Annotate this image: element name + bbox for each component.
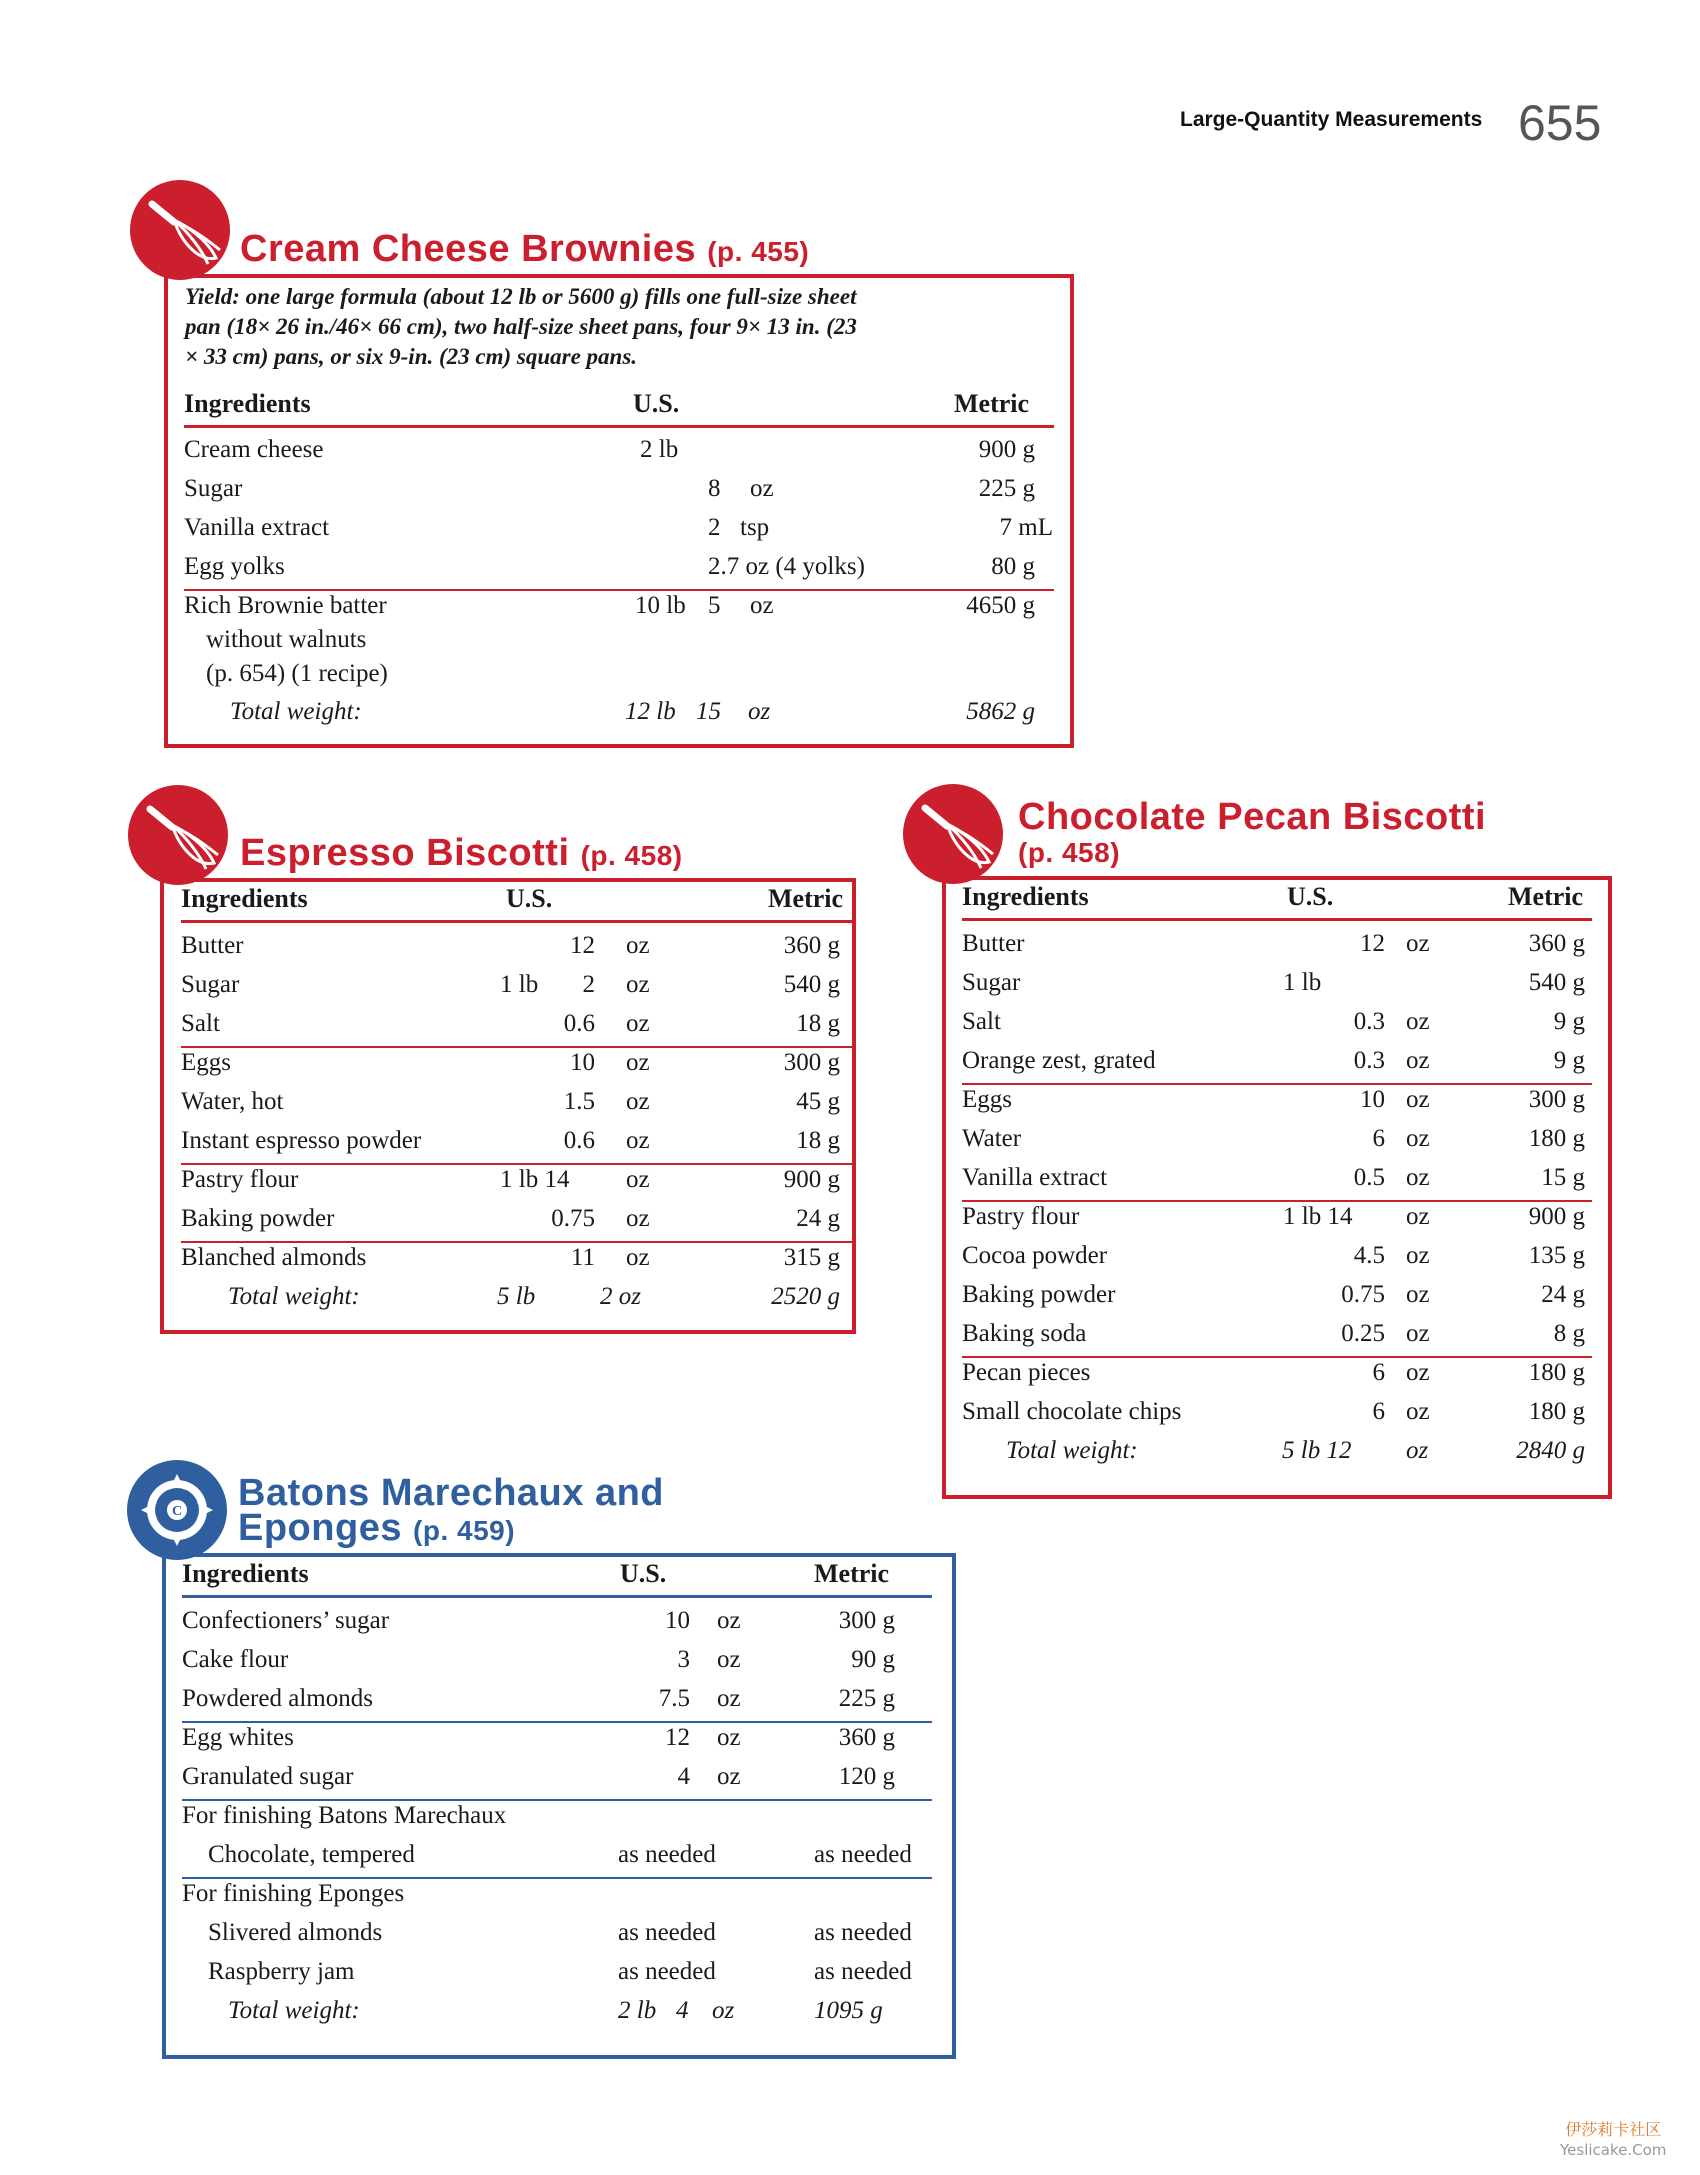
page-reference: (p. 455) [707,236,810,267]
title-text: Chocolate Pecan Biscotti [1018,796,1487,838]
recipe-title-batons-marechaux [238,1472,664,1549]
whisk-icon [903,784,1003,884]
us-amount: 1.5 [563,1088,595,1115]
us-amount: 12 [570,932,595,959]
us-amount: 4 [677,1763,690,1790]
group-rule [962,1200,1592,1202]
us-amount: 6 [1372,1398,1385,1425]
metric-amount: 24 g [796,1205,840,1232]
ingredient-name: Powdered almonds [182,1685,373,1712]
us-amount: 10 [1360,1086,1385,1113]
metric-amount: 300 g [783,1049,840,1076]
us-amount: 1 lb [500,971,539,998]
total-metric: 2520 g [771,1283,840,1310]
us-unit: oz [1406,1047,1430,1074]
metric-amount: 225 g [978,475,1035,502]
metric-amount: 8 g [1553,1320,1585,1347]
us-unit: oz [626,1127,650,1154]
us-amount: 10 [665,1607,690,1634]
us-unit: oz [1406,1203,1430,1230]
title-text: Cream Cheese Brownies [240,228,697,270]
us-amount: 12 [1360,930,1385,957]
us-unit: oz [1406,1281,1430,1308]
col-header-us: U.S. [506,884,553,913]
ingredient-name: Sugar [962,969,1021,996]
group-rule [962,1356,1592,1358]
total-metric: 1095 g [814,1997,883,2024]
us-unit: oz [717,1724,741,1751]
title-text: Batons Marechaux and [238,1472,664,1514]
col-header-metric: Metric [954,389,1030,418]
us-amount: 0.75 [1341,1281,1385,1308]
us-unit: tsp [740,514,770,541]
us-unit: oz [1406,1359,1430,1386]
metric-amount: 135 g [1528,1242,1585,1269]
metric-amount: 360 g [838,1724,895,1751]
us-amount: 6 [1372,1359,1385,1386]
group-rule [962,1083,1592,1085]
ingredient-name: Pastry flour [962,1203,1080,1230]
us-amount: 0.3 [1353,1047,1385,1074]
recipe-title-cream-cheese-brownies [240,228,810,270]
ingredient-name: Cake flour [182,1646,289,1673]
metric-amount: 225 g [838,1685,895,1712]
ingredient-name: Eggs [181,1049,231,1076]
metric-amount: 18 g [796,1127,840,1154]
metric-amount: as needed [814,1841,912,1868]
total-unit: oz [712,1997,735,2024]
ingredient-name: Confectioners’ sugar [182,1607,390,1634]
us-unit: oz [1406,1398,1430,1425]
ingredient-name: Egg whites [182,1724,294,1751]
ingredient-name: Granulated sugar [182,1763,354,1790]
metric-amount: 15 g [1541,1164,1585,1191]
ingredient-name: Pecan pieces [962,1359,1091,1386]
total-unit: oz [1406,1437,1429,1464]
metric-amount: 90 g [851,1646,895,1673]
us-amount: 0.6 [563,1010,595,1037]
total-metric: 2840 g [1516,1437,1585,1464]
ingredient-name: Water [962,1125,1022,1152]
group-rule [181,1163,853,1165]
metric-amount: 4650 g [966,592,1035,619]
us-amount: 10 [570,1049,595,1076]
us-amount: 7.5 [658,1685,690,1712]
total-us: 4 [676,1997,689,2024]
total-us: 2 oz [600,1283,641,1310]
us-unit: oz [717,1685,741,1712]
metric-amount: 180 g [1528,1359,1585,1386]
ingredient-name: Chocolate, tempered [208,1841,415,1868]
total-metric: 5862 g [966,698,1035,725]
metric-amount: 180 g [1528,1398,1585,1425]
total-weight-label: Total weight: [230,698,362,725]
ingredient-name: Vanilla extract [184,514,330,541]
ingredient-name: Salt [962,1008,1001,1035]
us-unit: oz [626,1049,650,1076]
metric-amount: 300 g [1528,1086,1585,1113]
us-amount: 6 [1372,1125,1385,1152]
us-unit: oz [1406,1008,1430,1035]
yield-line: × 33 cm) pans, or six 9-in. (23 cm) square pans. [185,344,638,369]
header-rule [182,1595,932,1598]
watermark-line: Yeslicake.Com [1560,2141,1667,2159]
metric-amount: 900 g [783,1166,840,1193]
col-header-us: U.S. [1287,882,1334,911]
us-amount: 10 lb [635,592,686,619]
ingredient-name: Small chocolate chips [962,1398,1182,1425]
us-unit: oz [626,1205,650,1232]
metric-amount: 120 g [838,1763,895,1790]
yield-line: pan (18× 26 in./46× 66 cm), two half-size sheet pans, four 9× 13 in. (23 [185,314,857,339]
total-weight-label: Total weight: [228,1997,360,2024]
finishing-heading: For finishing Batons Marechaux [182,1802,507,1829]
us-unit: oz [1406,1320,1430,1347]
metric-amount: 300 g [838,1607,895,1634]
us-unit: oz [1406,1086,1430,1113]
metric-amount: 18 g [796,1010,840,1037]
ingredient-name: Raspberry jam [208,1958,355,1985]
us-unit: oz [750,592,774,619]
total-us: 15 [696,698,721,725]
us-unit: oz [717,1646,741,1673]
group-rule [182,1721,932,1723]
us-amount: 2 lb [640,436,679,463]
page-number: 655 [1518,95,1602,151]
col-header-us: U.S. [620,1559,667,1588]
yield-note [185,282,1065,372]
us-amount: 5 [708,592,721,619]
metric-amount: 9 g [1553,1047,1585,1074]
yield-line: Yield: one large formula (about 12 lb or 5600 g) fills one full-size sheet [185,284,857,309]
total-us: 5 lb [497,1283,536,1310]
group-rule [182,1877,932,1879]
ingredient-name: Cocoa powder [962,1242,1108,1269]
metric-amount: 180 g [1528,1125,1585,1152]
total-us: 12 lb [625,698,676,725]
us-amount: 2 [708,514,721,541]
ingredient-name-cont: (p. 654) (1 recipe) [206,660,388,687]
us-amount: as needed [618,1958,716,1985]
finishing-heading: For finishing Eponges [182,1880,405,1907]
ingredient-name: Baking powder [181,1205,335,1232]
us-unit: oz [717,1607,741,1634]
metric-amount: as needed [814,1919,912,1946]
us-amount: 4.5 [1353,1242,1385,1269]
us-unit: oz [626,1166,650,1193]
col-header-ingredients: Ingredients [181,884,308,913]
title-text: Eponges [238,1507,402,1549]
total-weight-label: Total weight: [228,1283,360,1310]
whisk-icon [130,180,230,280]
us-amount: 0.3 [1353,1008,1385,1035]
metric-amount: 360 g [1528,930,1585,957]
metric-amount: 45 g [796,1088,840,1115]
metric-amount: 540 g [1528,969,1585,996]
ingredient-name: Egg yolks [184,553,285,580]
us-amount: as needed [618,1841,716,1868]
us-unit: oz [1406,1125,1430,1152]
whisk-icon [128,785,228,885]
us-amount: 1 lb 14 [1283,1203,1353,1230]
metric-amount: 7 mL [999,514,1053,541]
ingredient-name: Baking soda [962,1320,1087,1347]
ingredient-name: Eggs [962,1086,1012,1113]
col-header-ingredients: Ingredients [962,882,1089,911]
total-us: 5 lb 12 [1282,1437,1352,1464]
group-rule [184,589,1054,591]
ingredient-name: Salt [181,1010,220,1037]
running-header: Large-Quantity Measurements [1180,108,1483,131]
ingredient-name: Sugar [184,475,243,502]
us-amount: 0.25 [1341,1320,1385,1347]
metric-amount: 540 g [783,971,840,998]
group-rule [181,1241,853,1243]
us-amount: 0.75 [551,1205,595,1232]
total-weight-label: Total weight: [1006,1437,1138,1464]
watermark [1560,2120,1666,2160]
col-header-metric: Metric [814,1559,890,1588]
us-unit: oz [626,971,650,998]
ingredient-name: Slivered almonds [208,1919,383,1946]
us-amount: 1 lb [1283,969,1322,996]
header-rule [184,425,1054,428]
us-unit: oz [750,475,774,502]
ingredient-name: Instant espresso powder [181,1127,422,1154]
svg-text:C: C [171,1504,183,1519]
metric-amount: 80 g [991,553,1035,580]
total-unit: oz [748,698,771,725]
us-amount: 0.5 [1353,1164,1385,1191]
metric-amount: 900 g [1528,1203,1585,1230]
us-unit: oz [717,1763,741,1790]
us-amount: 0.6 [563,1127,595,1154]
col-header-us: U.S. [633,389,680,418]
us-amount: 2 [582,971,595,998]
us-amount: as needed [618,1919,716,1946]
us-amount: 3 [677,1646,690,1673]
metric-amount: 24 g [1541,1281,1585,1308]
col-header-metric: Metric [1508,882,1584,911]
title-text: Espresso Biscotti [240,832,570,874]
ingredient-name: Orange zest, grated [962,1047,1156,1074]
watermark-line: 伊莎莉卡社区 [1565,2120,1662,2139]
us-unit: oz [626,1088,650,1115]
metric-amount: as needed [814,1958,912,1985]
us-amount: 12 [665,1724,690,1751]
recipe-title-chocolate-pecan-biscotti [1018,796,1487,870]
page-reference: (p. 459) [413,1515,516,1546]
recipe-title-espresso-biscotti [240,832,683,874]
us-unit: oz [626,1244,650,1271]
us-unit: oz [1406,1164,1430,1191]
us-unit: oz [626,932,650,959]
ingredient-name: Vanilla extract [962,1164,1108,1191]
ingredient-name: Pastry flour [181,1166,299,1193]
ingredient-name: Water, hot [181,1088,284,1115]
metric-amount: 9 g [1553,1008,1585,1035]
ingredient-name: Baking powder [962,1281,1116,1308]
ingredient-name: Sugar [181,971,240,998]
col-header-ingredients: Ingredients [184,389,311,418]
ingredient-name: Butter [962,930,1025,957]
page-reference: (p. 458) [1018,837,1121,868]
ingredient-name: Blanched almonds [181,1244,367,1271]
page-reference: (p. 458) [580,840,683,871]
total-us: 2 lb [618,1997,657,2024]
metric-amount: 360 g [783,932,840,959]
group-rule [181,1046,853,1048]
col-header-ingredients: Ingredients [182,1559,309,1588]
us-unit: oz [1406,930,1430,957]
us-unit: oz [1406,1242,1430,1269]
us-amount: 8 [708,475,721,502]
us-unit: oz [626,1010,650,1037]
ingredient-name: Butter [181,932,244,959]
col-header-metric: Metric [768,884,844,913]
ingredient-name: Rich Brownie batter [184,592,387,619]
us-amount: 1 lb 14 [500,1166,570,1193]
us-amount: 11 [570,1244,595,1271]
ingredient-name: Cream cheese [184,436,324,463]
us-amount: 2.7 oz (4 yolks) [708,553,865,580]
metric-amount: 900 g [978,436,1035,463]
ingredient-name-cont: without walnuts [206,626,367,653]
metric-amount: 315 g [783,1244,840,1271]
header-rule [181,920,853,923]
le-cordon-bleu-badge-icon [127,1460,227,1560]
header-rule [962,918,1592,921]
group-rule [182,1799,932,1801]
